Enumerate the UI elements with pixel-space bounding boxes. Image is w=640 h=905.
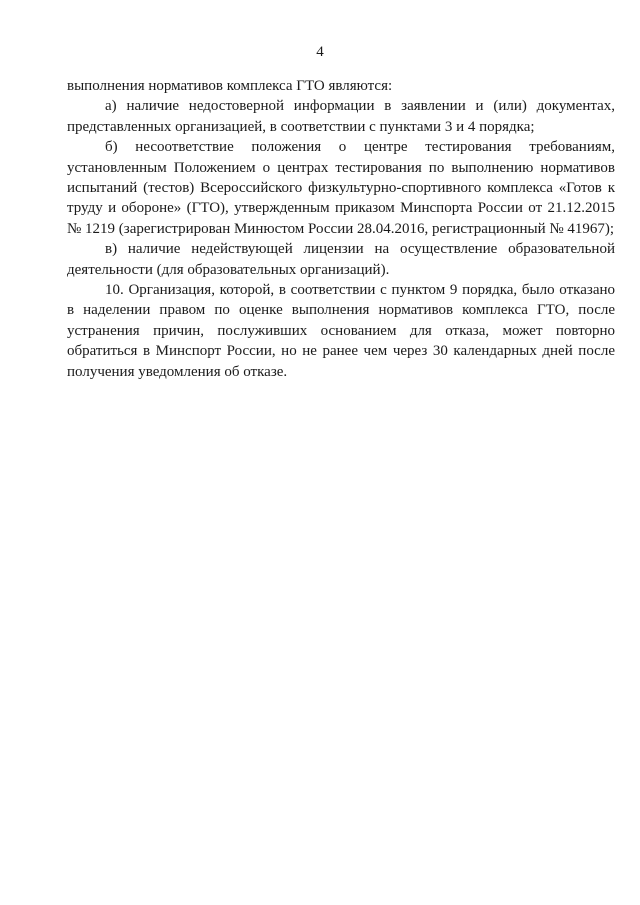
paragraph-continuation: выполнения нормативов комплекса ГТО являются: [67,78,393,94]
paragraph-item-b: б) несоответствие положения о центре тестирования требованиям, установленным Положением о центрах тестирования по выполнению нормативов испытаний (тестов) Всероссийского физкультурно-спортивного комплекса «Готов к труду и обороне» (ГТО), утвержденным приказом Минспорта России от 21.12.2015 № 1219 (зарегистрирован Минюстом России 28.04.2016, регистрационный № 41967); [67,139,615,237]
paragraph-item-v: в) наличие недействующей лицензии на осуществление образовательной деятельности (для образовательных организаций). [67,241,615,278]
page-number: 4 [316,44,324,60]
paragraph-item-a: а) наличие недостоверной информации в заявлении и (или) документах, представленных организацией, в соответствии с пунктами 3 и 4 порядка; [67,98,615,135]
document-body [67,76,615,382]
paragraph-clause-10: 10. Организация, которой, в соответствии с пунктом 9 порядка, было отказано в наделении правом по оценке выполнения нормативов комплекса ГТО, после устранения причин, послуживших основанием для отказа, может повторно обратиться в Минспорт России, но не ранее чем через 30 календарных дней после получения уведомления об отказе. [67,282,615,380]
